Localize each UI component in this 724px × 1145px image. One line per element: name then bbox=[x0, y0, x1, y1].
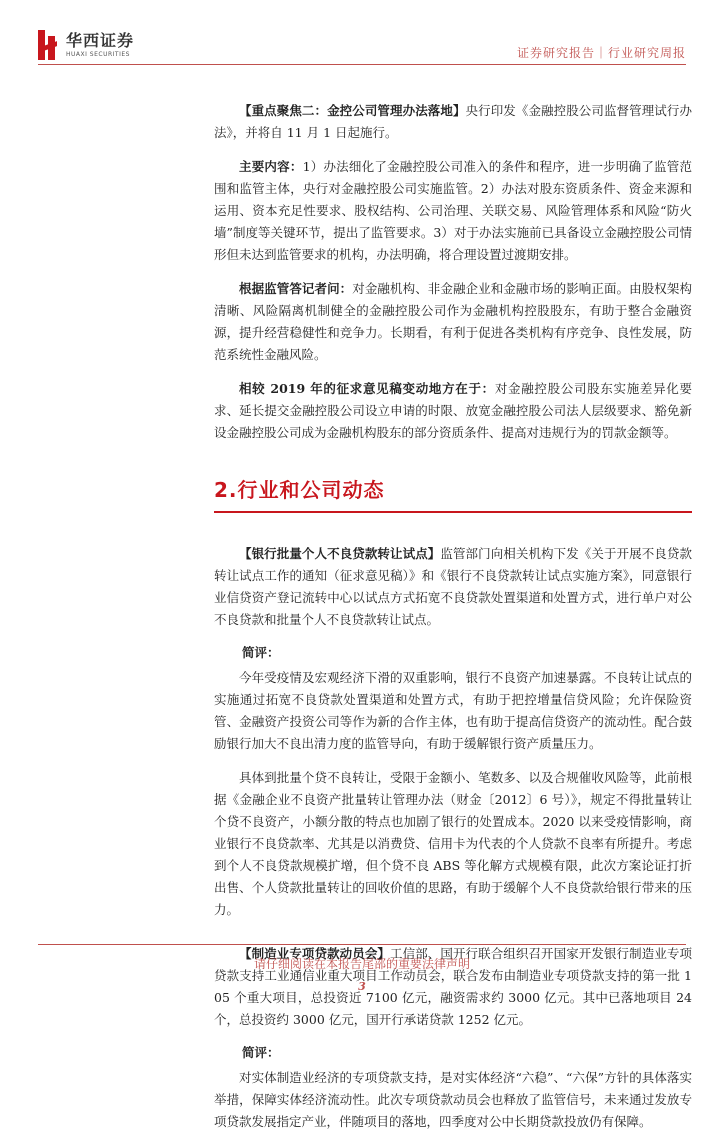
bank-npl-paragraph bbox=[214, 543, 692, 631]
footer-divider bbox=[38, 944, 686, 945]
legal-disclaimer: 请仔细阅读在本报告尾部的重要法律声明 bbox=[253, 957, 470, 971]
bank-npl-comment-1: 今年受疫情及宏观经济下滑的双重影响，银行不良资产加速暴露。不良转让试点的实施通过拓宽不良贷款处置渠道和处置方式，有助于把控增量信贷风险；允许保险资管、金融资产投资公司等作为新的合作主体，也有助于提高信贷资产的流动性。配合鼓励银行加大不良出清力度的监管导向，有助于缓解银行资产质量压力。 bbox=[214, 670, 692, 751]
main-content-paragraph bbox=[214, 156, 692, 266]
reporter-lead: 根据监管答记者问： bbox=[239, 281, 353, 296]
bank-npl-text: 监管部门向相关机构下发《关于开展不良贷款转让试点工作的通知（征求意见稿）》和《银行不良贷款转让试点实施方案》，同意银行业信贷资产登记流转中心以试点方式拓宽不良贷款处置渠道和处置方式，进行单户对公不良贷款和批量个人不良贷款转让试点。 bbox=[214, 546, 692, 627]
bank-npl-comment-2: 具体到批量个贷不良转让，受限于金额小、笔数多、以及合规催收风险等，此前根据《金融企业不良资产批量转让管理办法（财金〔2012〕6 号）》，规定不得批量转让个贷不良资产，小额分散的特点也加剧了银行的处置成本。2020 以来受疫情影响，商业银行不良贷款率、尤其是以消费贷、信用卡为代表的个人贷款不良率有所提升。考虑到个人不良贷款规模扩增，但个贷不良 ABS 等化解方式规模有限，此次方案论证打折出售、个人贷款批量转让的回收价值的思路，有助于缓解个人不良贷款给银行带来的压力。 bbox=[214, 770, 692, 917]
focus2-lead: 【重点聚焦二：金控公司管理办法落地】 bbox=[239, 103, 466, 118]
section-heading bbox=[214, 474, 692, 513]
page-header bbox=[0, 0, 724, 72]
company-logo bbox=[38, 30, 134, 60]
compare-paragraph bbox=[214, 378, 692, 444]
focus2-paragraph bbox=[214, 100, 692, 144]
section-underline bbox=[214, 511, 692, 513]
bank-npl-comment-label: 简评： bbox=[242, 645, 280, 660]
page-footer bbox=[38, 944, 686, 993]
focus2-text: 央行印发《金融控股公司监督管理试行办法》，并将自 11 月 1 日起施行。 bbox=[214, 103, 692, 140]
bank-npl-lead: 【银行批量个人不良贷款转让试点】 bbox=[239, 546, 441, 561]
page-number: 3 bbox=[358, 980, 366, 993]
huaxi-logo-icon bbox=[38, 30, 60, 60]
manufacturing-comment-label: 简评： bbox=[242, 1045, 280, 1060]
reporter-text: 对金融机构、非金融企业和金融市场的影响正面。由股权架构清晰、风险隔离机制健全的金融控股公司作为金融机构控股股东，有助于整合金融资源，提升经营稳健性和竞争力。长期看，有利于促进各类机构有序竞争、良性发展，防范系统性金融风险。 bbox=[214, 281, 692, 362]
main-content-text: 1）办法细化了金融控股公司准入的条件和程序，进一步明确了监管范围和监管主体，央行对金融控股公司实施监管。2）办法对股东资质条件、资金来源和运用、资本充足性要求、股权结构、公司治理、关联交易、风险管理体系和风险“防火墙”制度等关键环节，提出了监管要求。3）对于办法实施前已具备设立金融控股公司情形但未达到监管要求的机构，办法明确，将合理设置过渡期安排。 bbox=[214, 159, 692, 262]
reporter-paragraph bbox=[214, 278, 692, 366]
manufacturing-comment-1: 对实体制造业经济的专项贷款支持，是对实体经济“六稳”、“六保”方针的具体落实举措，保障实体经济流动性。此次专项贷款动员会也释放了监管信号，未来通过发放专项贷款发展指定产业，伴随项目的落地，四季度对公中长期贷款投放仍有保障。 bbox=[214, 1070, 692, 1129]
main-content-lead: 主要内容： bbox=[239, 159, 303, 174]
logo-english-name: HUAXI SECURITIES bbox=[66, 50, 130, 58]
compare-lead: 相较 2019 年的征求意见稿变动地方在于： bbox=[239, 381, 495, 396]
header-divider bbox=[38, 64, 686, 65]
logo-chinese-name: 华西证券 bbox=[66, 30, 135, 50]
compare-text: 对金融控股公司股东实施差异化要求、延长提交金融控股公司设立申请的时限、放宽金融控股公司法人层级要求、豁免新设金融控股公司成为金融机构股东的部分资质条件、提高对违规行为的罚款金额等。 bbox=[214, 381, 692, 440]
manufacturing-lead: 【制造业专项贷款动员会】 bbox=[239, 946, 391, 961]
report-type: 证券研究报告｜行业研究周报 bbox=[516, 46, 686, 60]
section-title: 2.行业和公司动态 bbox=[214, 478, 385, 502]
manufacturing-text: 工信部、国开行联合组织召开国家开发银行制造业专项贷款支持工业通信业重大项目工作动员会，联合发布由制造业专项贷款支持的第一批 105 个重大项目，总投资近 7100 亿元，融资需求约 3000 亿元。其中已落地项目 24 个，总投资约 3000 亿元，国开行承诺贷款 1252 亿元。 bbox=[214, 946, 692, 1027]
